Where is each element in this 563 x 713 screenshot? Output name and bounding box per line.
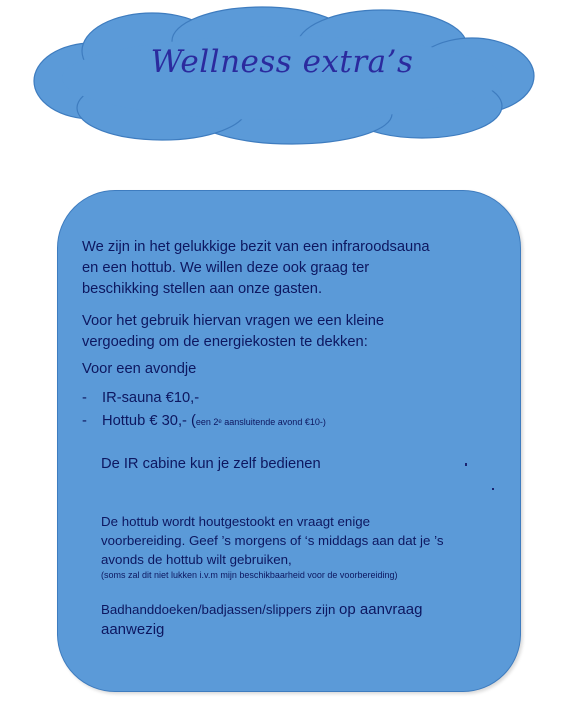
fee-line: Voor het gebruik hiervan vragen we een kleine (82, 313, 385, 329)
price-note: een 2ᵉ aansluitende avond €10-) (195, 417, 326, 427)
hottub-line: voorbereiding. Geef ’s morgens of ‘s middags aan dat je ’s (101, 533, 444, 548)
price-item-hottub (82, 413, 326, 429)
ir-cabin-note: De IR cabine kun je zelf bedienen (101, 456, 321, 472)
fee-line: vergoeding om de energiekosten te dekken: (82, 334, 368, 350)
price-item-sauna (82, 390, 199, 406)
intro-line: en een hottub. We willen deze ook graag ter (82, 260, 370, 276)
towels-line-1 (101, 600, 422, 620)
towels-line-2: aanwezig (101, 621, 165, 638)
towels-text: Badhanddoeken/badjassen/slippers zijn (101, 602, 340, 617)
towels-on-request: op aanvraag (339, 601, 423, 618)
evening-heading: Voor een avondje (82, 361, 197, 377)
stray-mark (465, 463, 467, 466)
stray-mark (492, 488, 494, 490)
intro-paragraph (82, 237, 430, 300)
page-title: Wellness extra’s (150, 44, 414, 80)
towels-paragraph (101, 600, 422, 640)
hottub-line: De hottub wordt houtgestookt en vraagt enige (101, 514, 371, 529)
intro-line: We zijn in het gelukkige bezit van een infraroodsauna (82, 239, 430, 255)
price-text: Hottub € 30,- ( (102, 413, 196, 429)
title-cloud (22, 6, 542, 146)
fee-paragraph (82, 311, 384, 353)
list-dash: - (82, 413, 87, 429)
price-text: IR-sauna €10,- (102, 390, 200, 406)
hottub-small-note: (soms zal dit niet lukken i.v.m mijn beschikbaarheid voor de voorbereiding) (101, 570, 398, 580)
list-dash: - (82, 390, 87, 406)
intro-line: beschikking stellen aan onze gasten. (82, 281, 323, 297)
hottub-paragraph (101, 512, 443, 569)
hottub-line: avonds de hottub wilt gebruiken, (101, 552, 292, 567)
